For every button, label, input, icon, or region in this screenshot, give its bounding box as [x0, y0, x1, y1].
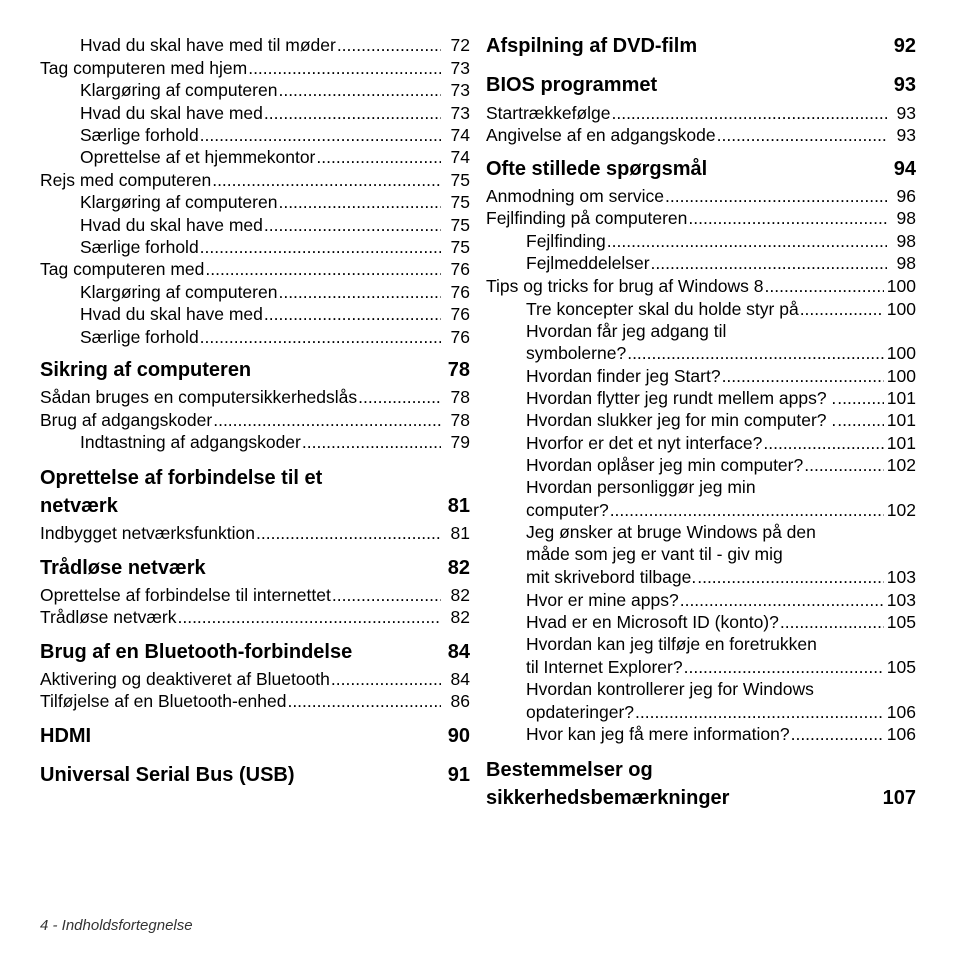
toc-page-number: 76	[450, 327, 470, 347]
dot-leader	[722, 365, 884, 387]
toc-entry[interactable]	[40, 169, 470, 191]
toc-entry[interactable]	[40, 79, 470, 101]
toc-entry-title: netværk	[40, 495, 118, 517]
toc-page-number: 74	[450, 147, 470, 167]
toc-page-number: 78	[450, 387, 470, 407]
toc-heading[interactable]	[40, 493, 470, 519]
toc-entry-title: Aktivering og deaktiveret af Bluetooth	[40, 669, 330, 689]
toc-entry[interactable]	[486, 499, 916, 521]
dot-leader	[200, 236, 441, 258]
toc-page-number: 102	[886, 500, 916, 520]
toc-page-number: 100	[886, 299, 916, 319]
dot-leader	[800, 298, 884, 320]
toc-entry[interactable]	[40, 102, 470, 124]
toc-page-number: 103	[886, 567, 916, 587]
toc-entry[interactable]	[40, 124, 470, 146]
toc-entry-title: Særlige forhold	[80, 237, 199, 257]
toc-entry[interactable]	[40, 409, 470, 431]
dot-leader	[213, 409, 441, 431]
toc-heading[interactable]	[40, 555, 470, 581]
toc-page-number: 100	[886, 276, 916, 296]
toc-heading[interactable]	[40, 639, 470, 665]
dot-leader	[205, 258, 441, 280]
toc-entry-title: Klargøring af computeren	[80, 80, 278, 100]
dot-leader	[837, 409, 884, 431]
toc-page-number: 90	[447, 725, 470, 747]
toc-page-number: 73	[450, 58, 470, 78]
dot-leader	[177, 606, 441, 628]
toc-entry-title: Oprettelse af forbindelse til et	[40, 467, 323, 489]
toc-page-number: 93	[896, 125, 916, 145]
dot-leader	[610, 499, 884, 521]
dot-leader	[780, 611, 884, 633]
dot-leader	[635, 701, 884, 723]
toc-entry[interactable]	[486, 387, 916, 409]
toc-entry-title: Jeg ønsker at bruge Windows på den	[526, 522, 816, 542]
toc-entry[interactable]	[40, 303, 470, 325]
toc-heading[interactable]	[40, 723, 470, 749]
toc-heading[interactable]	[486, 33, 916, 59]
dot-leader	[337, 34, 441, 56]
toc-entry-title: Trådløse netværk	[40, 607, 177, 627]
toc-entry[interactable]	[486, 124, 916, 146]
toc-page-number: 105	[886, 612, 916, 632]
toc-entry-title: Fejlmeddelelser	[526, 253, 650, 273]
toc-entry[interactable]	[40, 522, 470, 544]
toc-page-number: 76	[450, 304, 470, 324]
toc-page-number: 75	[450, 170, 470, 190]
toc-entry[interactable]	[40, 191, 470, 213]
dot-leader	[200, 124, 441, 146]
toc-entry[interactable]	[40, 34, 470, 56]
toc-page-number: 92	[893, 35, 916, 57]
dot-leader	[684, 656, 884, 678]
toc-entry-title: Rejs med computeren	[40, 170, 212, 190]
toc-entry[interactable]	[40, 57, 470, 79]
toc-page-number: 100	[886, 366, 916, 386]
toc-entry-title: Hvordan personliggør jeg min	[526, 477, 756, 497]
toc-page-number: 106	[886, 724, 916, 744]
toc-page-number: 101	[886, 388, 916, 408]
toc-page-number: 78	[447, 359, 470, 381]
toc-entry-title: Hvor kan jeg få mere information?	[526, 724, 790, 744]
dot-leader	[264, 102, 441, 124]
toc-entry[interactable]	[486, 454, 916, 476]
toc-entry[interactable]	[486, 633, 916, 655]
toc-heading[interactable]	[486, 72, 916, 98]
toc-heading[interactable]	[40, 762, 470, 788]
toc-page-number: 84	[450, 669, 470, 689]
toc-entry-title: Hvordan får jeg adgang til	[526, 321, 727, 341]
toc-entry[interactable]	[40, 386, 470, 408]
dot-leader	[316, 146, 441, 168]
toc-entry[interactable]	[486, 230, 916, 252]
dot-leader	[651, 252, 887, 274]
toc-entry[interactable]	[486, 723, 916, 745]
dot-leader	[256, 522, 441, 544]
toc-entry-title: Hvorfor er det et nyt interface?	[526, 433, 763, 453]
dot-leader	[287, 690, 441, 712]
dot-leader	[765, 275, 884, 297]
toc-entry-title: Hvad er en Microsoft ID (konto)?	[526, 612, 779, 632]
toc-page-number: 81	[450, 523, 470, 543]
toc-entry-title: Hvordan finder jeg Start?	[526, 366, 721, 386]
toc-page-number: 76	[450, 259, 470, 279]
toc-page-number: 86	[450, 691, 470, 711]
toc-page-number: 107	[882, 787, 916, 809]
toc-entry[interactable]	[486, 476, 916, 498]
toc-entry-title: Hvad du skal have med	[80, 304, 263, 324]
toc-page-number: 105	[886, 657, 916, 677]
dot-leader	[680, 589, 884, 611]
toc-heading[interactable]	[486, 785, 916, 811]
toc-page-number: 82	[450, 585, 470, 605]
toc-entry-title: opdateringer?	[526, 702, 634, 722]
toc-heading[interactable]	[486, 156, 916, 182]
toc-page-number: 96	[896, 186, 916, 206]
toc-entry[interactable]	[40, 214, 470, 236]
toc-entry-title: til Internet Explorer?	[526, 657, 683, 677]
toc-entry-title: Indbygget netværksfunktion	[40, 523, 255, 543]
toc-page-number: 73	[450, 80, 470, 100]
toc-entry-title: Bestemmelser og	[486, 759, 653, 781]
toc-page-number: 72	[450, 35, 470, 55]
toc-page-number: 82	[447, 557, 470, 579]
toc-entry[interactable]	[40, 281, 470, 303]
toc-page-number: 101	[886, 433, 916, 453]
toc-page-number: 106	[886, 702, 916, 722]
toc-entry-title: Klargøring af computeren	[80, 282, 278, 302]
toc-entry-title: symbolerne?	[526, 343, 627, 363]
toc-entry-title: Tag computeren med hjem	[40, 58, 248, 78]
toc-entry[interactable]	[486, 207, 916, 229]
toc-entry-title: Sikring af computeren	[40, 359, 252, 381]
toc-entry[interactable]	[40, 606, 470, 628]
toc-page-number: 74	[450, 125, 470, 145]
dot-leader	[837, 387, 884, 409]
dot-leader	[358, 386, 441, 408]
dot-leader	[278, 79, 441, 101]
toc-page-number: 101	[886, 410, 916, 430]
toc-page-number: 93	[896, 103, 916, 123]
toc-page-number: 82	[450, 607, 470, 627]
toc-page-number: 100	[886, 343, 916, 363]
toc-entry-title: Sådan bruges en computersikkerhedslås	[40, 387, 358, 407]
toc-entry-title: Hvordan flytter jeg rundt mellem apps? .	[526, 388, 837, 408]
toc-entry-title: Tag computeren med	[40, 259, 205, 279]
toc-heading[interactable]	[486, 757, 916, 783]
toc-page-number: 78	[450, 410, 470, 430]
toc-entry[interactable]	[486, 656, 916, 678]
toc-entry[interactable]	[40, 146, 470, 168]
toc-entry[interactable]	[486, 589, 916, 611]
toc-entry-title: Angivelse af en adgangskode	[486, 125, 716, 145]
toc-page-number: 79	[450, 432, 470, 452]
toc-entry[interactable]	[486, 543, 916, 565]
toc-page-number: 98	[896, 231, 916, 251]
toc-entry[interactable]	[486, 252, 916, 274]
toc-page-number: 84	[447, 641, 470, 663]
toc-entry-title: mit skrivebord tilbage.	[526, 567, 697, 587]
toc-page-number: 102	[886, 455, 916, 475]
dot-leader	[763, 432, 883, 454]
toc-entry[interactable]	[40, 668, 470, 690]
toc-entry[interactable]	[486, 611, 916, 633]
toc-entry-title: Ofte stillede spørgsmål	[486, 158, 708, 180]
dot-leader	[248, 57, 441, 79]
toc-entry[interactable]	[486, 275, 916, 297]
toc-entry[interactable]	[40, 431, 470, 453]
toc-page-number: 94	[893, 158, 916, 180]
toc-entry[interactable]	[486, 320, 916, 342]
toc-entry[interactable]	[486, 342, 916, 364]
dot-leader	[332, 584, 441, 606]
dot-leader	[264, 214, 441, 236]
toc-entry[interactable]	[40, 326, 470, 348]
toc-entry-title: HDMI	[40, 725, 92, 747]
toc-entry[interactable]	[40, 236, 470, 258]
toc-entry-title: Særlige forhold	[80, 327, 199, 347]
toc-entry[interactable]	[486, 521, 916, 543]
toc-entry-title: Hvad du skal have med	[80, 103, 263, 123]
toc-entry[interactable]	[40, 258, 470, 280]
toc-page-number: 73	[450, 103, 470, 123]
toc-page-number: 75	[450, 215, 470, 235]
toc-page-number: 75	[450, 192, 470, 212]
toc-entry-title: Tre koncepter skal du holde styr på	[526, 299, 799, 319]
dot-leader	[200, 326, 441, 348]
toc-entry-title: Særlige forhold	[80, 125, 199, 145]
toc-entry[interactable]	[486, 566, 916, 588]
dot-leader	[611, 102, 887, 124]
toc-entry-title: Afspilning af DVD-film	[486, 35, 698, 57]
toc-entry-title: Oprettelse af forbindelse til internettet	[40, 585, 331, 605]
dot-leader	[688, 207, 887, 229]
toc-entry[interactable]	[486, 102, 916, 124]
toc-entry[interactable]	[486, 185, 916, 207]
toc-entry[interactable]	[486, 409, 916, 431]
toc-entry-title: Fejlfinding på computeren	[486, 208, 688, 228]
dot-leader	[697, 566, 884, 588]
toc-entry-title: Trådløse netværk	[40, 557, 206, 579]
toc-entry-title: Brug af en Bluetooth-forbindelse	[40, 641, 353, 663]
toc-entry-title: Brug af adgangskoder	[40, 410, 213, 430]
dot-leader	[665, 185, 887, 207]
toc-entry-title: Hvad du skal have med til møder	[80, 35, 336, 55]
toc-entry[interactable]	[40, 690, 470, 712]
dot-leader	[278, 281, 441, 303]
toc-page-number: 98	[896, 208, 916, 228]
dot-leader	[804, 454, 884, 476]
toc-entry[interactable]	[486, 678, 916, 700]
toc-entry-title: Hvordan kontrollerer jeg for Windows	[526, 679, 814, 699]
toc-entry-title: Klargøring af computeren	[80, 192, 278, 212]
toc-entry-title: Tips og tricks for brug af Windows 8	[486, 276, 764, 296]
toc-entry-title: Tilføjelse af en Bluetooth-enhed	[40, 691, 287, 711]
toc-heading[interactable]	[40, 465, 470, 491]
toc-entry-title: BIOS programmet	[486, 74, 658, 96]
toc-entry-title: Universal Serial Bus (USB)	[40, 764, 295, 786]
toc-entry-title: Startrækkefølge	[486, 103, 611, 123]
toc-page-number: 75	[450, 237, 470, 257]
toc-page-number: 93	[893, 74, 916, 96]
toc-entry-title: Hvordan oplåser jeg min computer?	[526, 455, 804, 475]
toc-page-number: 76	[450, 282, 470, 302]
toc-entry[interactable]	[486, 701, 916, 723]
dot-leader	[627, 342, 884, 364]
toc-page-number: 98	[896, 253, 916, 273]
dot-leader	[278, 191, 441, 213]
toc-entry[interactable]	[40, 584, 470, 606]
toc-page-number: 91	[447, 764, 470, 786]
dot-leader	[717, 124, 887, 146]
toc-entry-title: Hvad du skal have med	[80, 215, 263, 235]
toc-entry-title: Oprettelse af et hjemmekontor	[80, 147, 316, 167]
toc-entry-title: Hvor er mine apps?	[526, 590, 679, 610]
toc-page-number: 103	[886, 590, 916, 610]
dot-leader	[302, 431, 441, 453]
toc-entry-title: Anmodning om service	[486, 186, 664, 206]
toc-page-number: 81	[447, 495, 470, 517]
toc-entry[interactable]	[486, 432, 916, 454]
toc-entry-title: Hvordan kan jeg tilføje en foretrukken	[526, 634, 817, 654]
page-footer: 4 - Indholdsfortegnelse	[40, 917, 193, 934]
toc-entry-title: Fejlfinding	[526, 231, 606, 251]
dot-leader	[791, 723, 884, 745]
toc-entry-title: sikkerhedsbemærkninger	[486, 787, 730, 809]
dot-leader	[212, 169, 441, 191]
toc-entry[interactable]	[486, 365, 916, 387]
toc-entry[interactable]	[486, 298, 916, 320]
dot-leader	[331, 668, 441, 690]
toc-entry-title: Hvordan slukker jeg for min computer? .	[526, 410, 837, 430]
toc-entry-title: computer?	[526, 500, 609, 520]
toc-heading[interactable]	[40, 357, 470, 383]
dot-leader	[264, 303, 441, 325]
toc-entry-title: Indtastning af adgangskoder	[80, 432, 301, 452]
dot-leader	[607, 230, 887, 252]
toc-entry-title: måde som jeg er vant til - giv mig	[526, 544, 783, 564]
